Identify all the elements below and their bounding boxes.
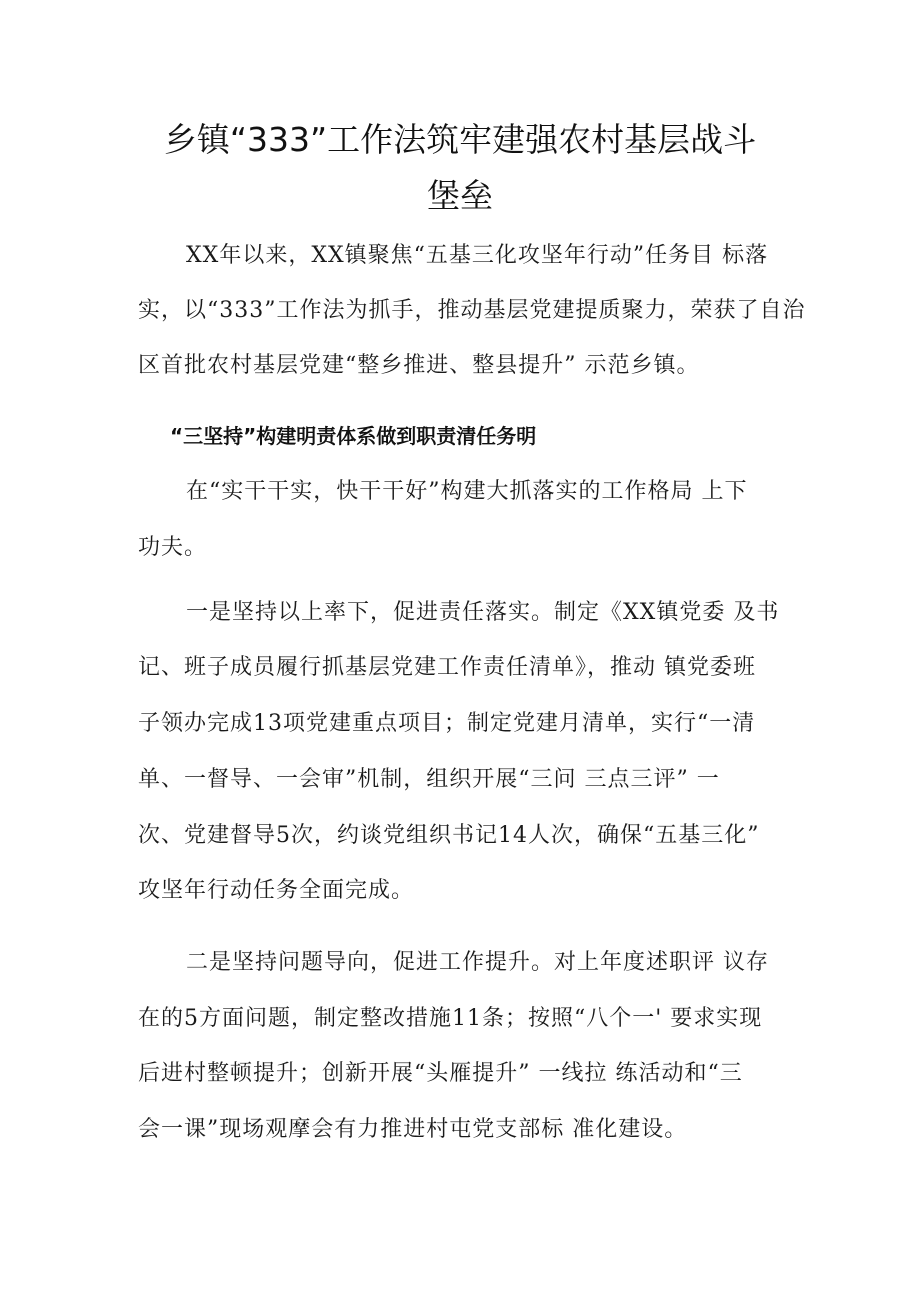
point-two-line: 在的5方面问题，制定整改措施11条；按照“八个一' 要求实现	[138, 1006, 763, 1031]
point-two-line: 二是坚持问题导向，促进工作提升。对上年度述职评 议存	[186, 950, 769, 975]
section-heading: “三坚持”构建明责体系做到职责清任务明	[170, 424, 537, 448]
point-two-line: 会一课”现场观摩会有力推进村屯党支部标 准化建设。	[138, 1117, 688, 1142]
point-one-line: 记、班子成员履行抓基层党建工作责任清单》，推动 镇党委班	[138, 655, 756, 680]
document-title-line-2: 堡垒	[427, 176, 493, 215]
section-intro-line: 功夫。	[138, 535, 208, 560]
document-title-line-1: 乡镇“333”工作法筑牢建强农村基层战斗	[163, 120, 757, 159]
section-intro-line: 在“实干干实，快干干好”构建大抓落实的工作格局 上下	[186, 479, 748, 504]
point-two-line: 后进村整顿提升；创新开展“头雁提升” 一线拉 练活动和“三	[138, 1061, 743, 1086]
point-one-line: 次、党建督导5次，约谈党组织书记14人次，确保“五基三化”	[138, 823, 760, 848]
point-one-line: 单、一督导、一会审”机制，组织开展“三问 三点三评” 一	[138, 767, 720, 792]
point-one-line: 攻坚年行动任务全面完成。	[138, 878, 415, 903]
intro-line: XX年以来，XX镇聚焦“五基三化攻坚年行动”任务目 标落	[186, 243, 769, 268]
intro-line: 区首批农村基层党建“整乡推进、整县提升” 示范乡镇。	[138, 353, 700, 378]
intro-line: 实，以“333”工作法为抓手，推动基层党建提质聚力，荣获了自治	[138, 298, 806, 323]
point-one-line: 一是坚持以上率下，促进责任落实。制定《XX镇党委 及书	[186, 600, 780, 625]
point-one-line: 子领办完成13项党建重点项目；制定党建月清单，实行“一清	[138, 711, 756, 736]
